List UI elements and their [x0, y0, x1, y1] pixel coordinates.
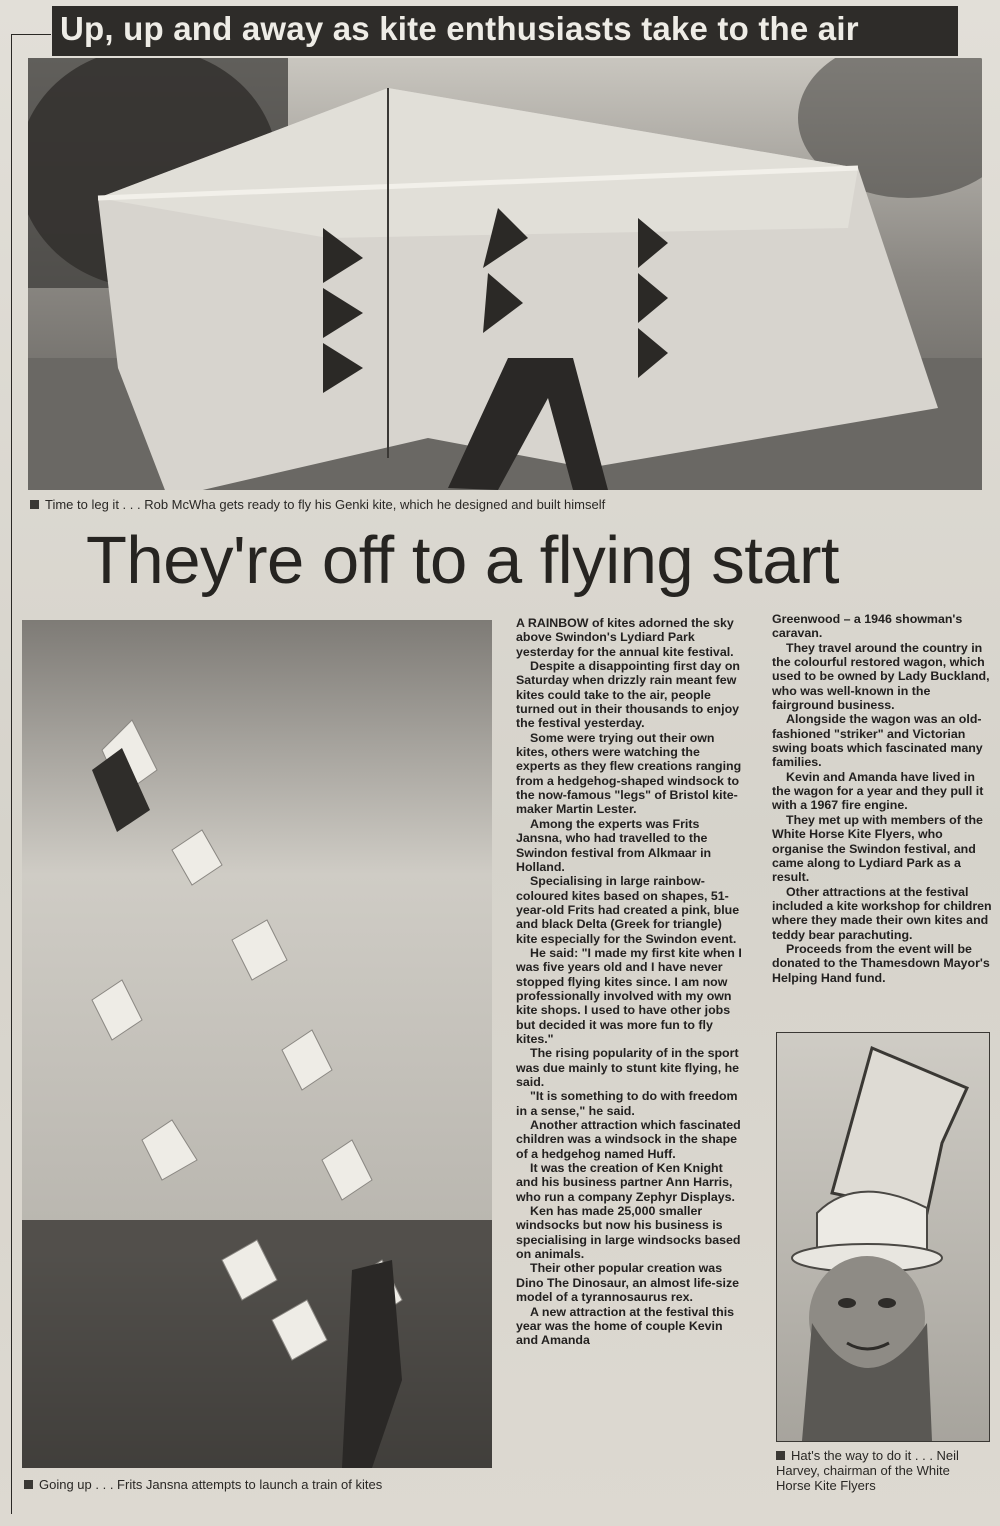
- photo-neil-harvey: [776, 1032, 990, 1442]
- caption-bullet: [30, 500, 39, 509]
- paragraph: A RAINBOW of kites adorned the sky above Swindon's Lydiard Park yesterday for the annual kite festival.: [516, 616, 734, 659]
- caption-right-photo: [776, 1448, 986, 1493]
- paragraph: "It is something to do with freedom in a sense," he said.: [516, 1089, 738, 1118]
- paragraph: A new attraction at the festival this year was the home of couple Kevin and Amanda: [516, 1304, 735, 1348]
- article-column-2: [772, 612, 994, 985]
- paragraph: Specialising in large rainbow-coloured kites based on shapes, 51-year-old Frits had created a pink, blue and black Delta (Greek for triangle) kite especially for the Swindon event.: [516, 874, 740, 946]
- kicker-banner: [52, 6, 958, 56]
- paragraph: He said: "I made my first kite when I was five years old and I have never stopped flying kites since. I am now professionally involved with my own kite shops. I used to have other jobs but decided it was more fun to fly kites.": [516, 945, 742, 1046]
- paragraph: Kevin and Amanda have lived in the wagon for a year and they pull it with a 1967 fire engine.: [772, 769, 984, 813]
- caption-left-text: Going up . . . Frits Jansna attempts to launch a train of kites: [39, 1477, 383, 1492]
- paragraph: It was the creation of Ken Knight and his business partner Ann Harris, who run a company Zephyr Displays.: [516, 1161, 735, 1204]
- paragraph: Alongside the wagon was an old-fashioned "striker" and Victorian swing boats which fascinated many families.: [772, 712, 983, 770]
- frame-rule-top: [11, 34, 51, 35]
- headline: They're off to a flying start: [86, 523, 840, 598]
- paragraph: Despite a disappointing first day on Saturday when drizzly rain meant few kites could take to the air, people turned out in their thousands to enjoy the festival yesterday.: [516, 659, 740, 731]
- paragraph: Proceeds from the event will be donated to the Thamesdown Mayor's Helping Hand fund.: [772, 941, 990, 985]
- paragraph: They met up with members of the White Horse Kite Flyers, who organise the Swindon festival, and came along to Lydiard Park as a result.: [772, 812, 983, 885]
- paragraph: Other attractions at the festival included a kite workshop for children where they made their own kites and teddy bear parachuting.: [772, 884, 992, 942]
- kicker-text: Up, up and away as kite enthusiasts take to the air: [60, 10, 859, 47]
- photo-genki-kite: [28, 58, 982, 490]
- paragraph: Another attraction which fascinated children was a windsock in the shape of a hedgehog named Huff.: [516, 1118, 741, 1161]
- paragraph: Ken has made 25,000 smaller windsocks but now his business is specialising in large windsocks based on animals.: [516, 1204, 741, 1262]
- kite-train-image: [22, 620, 492, 1468]
- genki-kite-image: [28, 58, 982, 490]
- photo-kite-train: [22, 620, 492, 1468]
- caption-bullet: [776, 1451, 785, 1460]
- frame-rule-left: [11, 34, 12, 1514]
- paragraph: Among the experts was Frits Jansna, who had travelled to the Swindon festival from Alkmaar in Holland.: [516, 816, 712, 874]
- caption-right-text: Hat's the way to do it . . . Neil Harvey, chairman of the White Horse Kite Flyers: [776, 1448, 959, 1493]
- paragraph: Their other popular creation was Dino The Dinosaur, an almost life-size model of a tyrannosaurus rex.: [516, 1261, 740, 1305]
- paragraph: Some were trying out their own kites, others were watching the experts as they flew creations ranging from a hedgehog-shaped windsock to the now-famous "legs" of Bristol kite-maker Martin Lester.: [516, 730, 742, 817]
- neil-harvey-image: [777, 1033, 989, 1441]
- paragraph: They travel around the country in the colourful restored wagon, which used to be owned by Lady Buckland, who was well-known in the fairground business.: [772, 640, 990, 713]
- caption-top-text: Time to leg it . . . Rob McWha gets ready to fly his Genki kite, which he designed and built himself: [45, 497, 606, 512]
- paragraph: Greenwood – a 1946 showman's caravan.: [772, 612, 963, 641]
- caption-left-photo: [24, 1477, 382, 1492]
- caption-bullet: [24, 1480, 33, 1489]
- paragraph: The rising popularity of in the sport was due mainly to stunt kite flying, he said.: [516, 1046, 740, 1089]
- caption-top-photo: [30, 497, 605, 512]
- article-column-1: [516, 616, 744, 1348]
